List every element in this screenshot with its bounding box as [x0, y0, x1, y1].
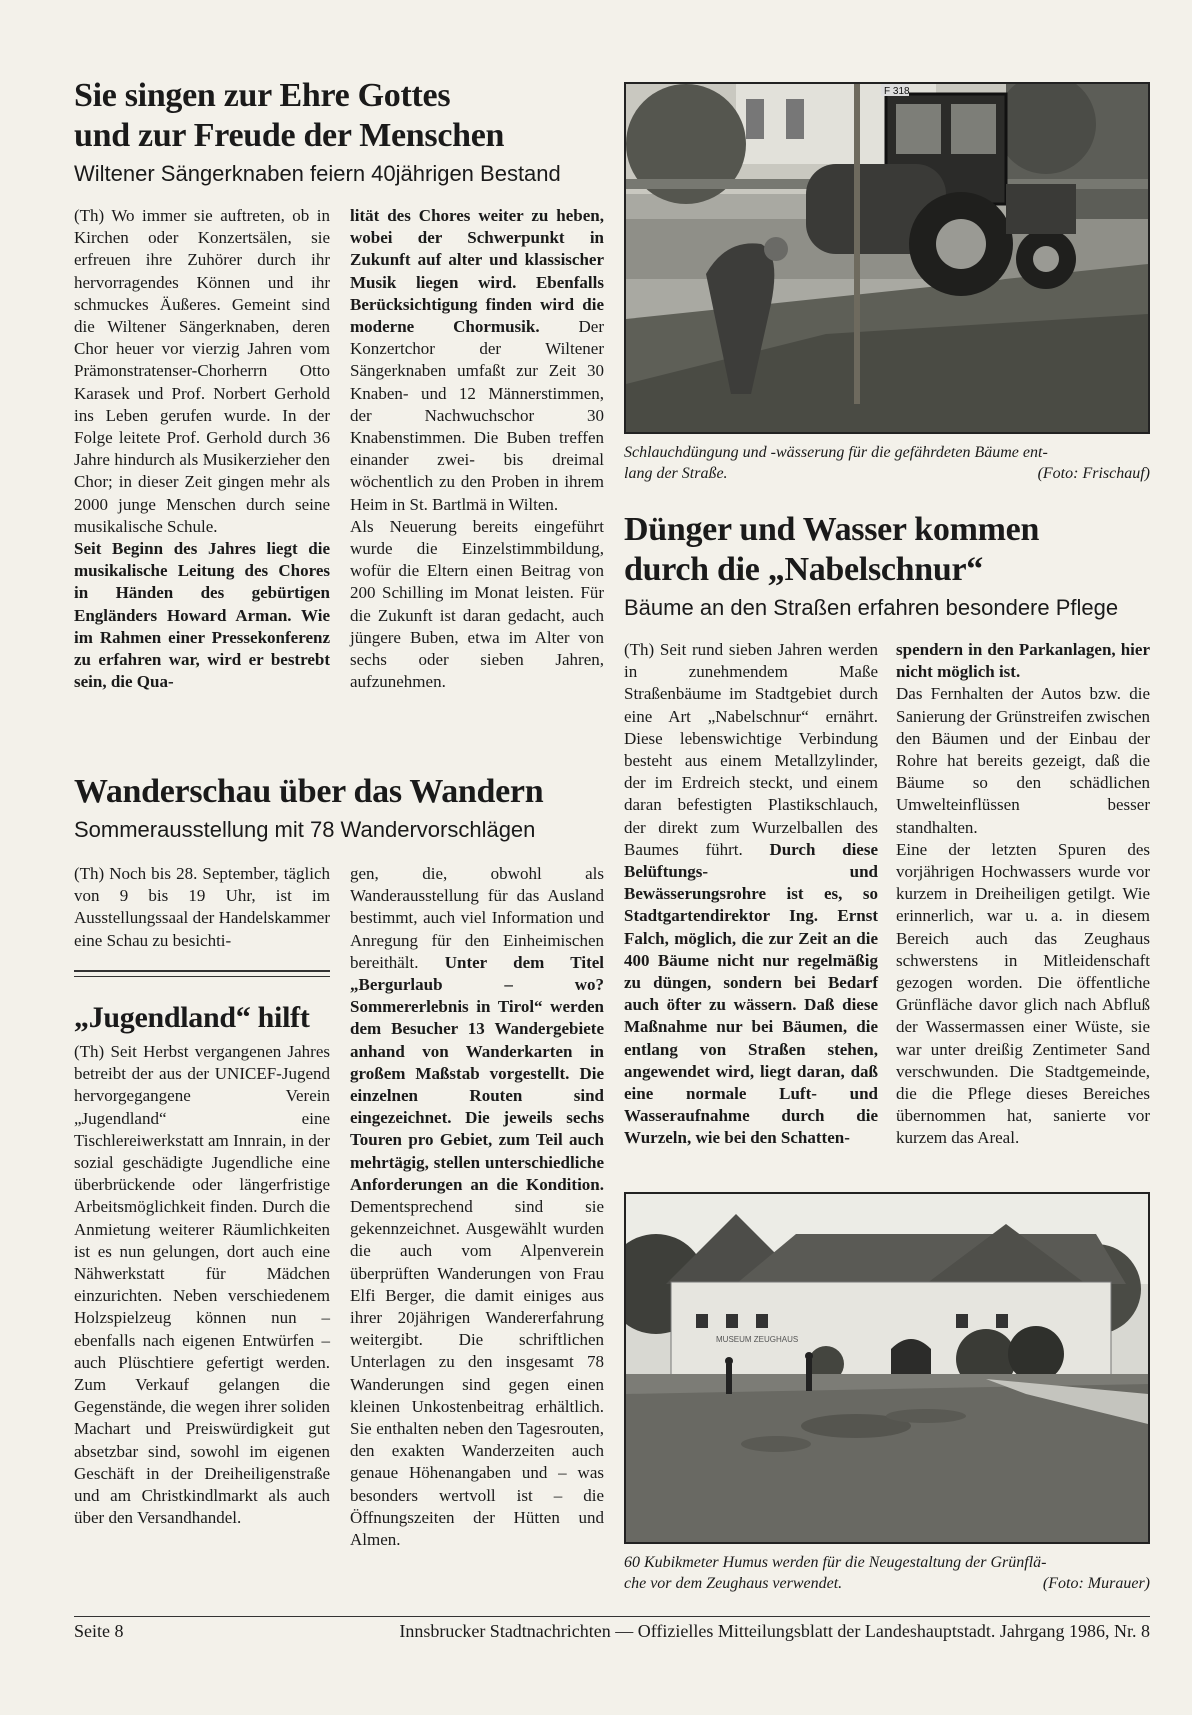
photo-tractor — [624, 82, 1150, 434]
article3-paragraph: gen, die, obwohl als Wanderausstellung für das Ausland bestimmt, auch viel Information und Anregung für den Einheimischen bereithält. — [350, 864, 604, 972]
article1-paragraph: Der Konzertchor der Wiltener Sängerknaben umfaßt zur Zeit 30 Knaben- und 12 Männerstimmen, der Nachwuchschor 30 Knabenstimmen. Die Buben treffen einander zwei- bis dreimal wöchentlich zu den Proben in ihrem Heim in St. Bartlmä in Wilten. — [350, 317, 604, 514]
article1-subtitle: Wiltener Sängerknaben feiern 40jährigen Bestand — [74, 161, 561, 186]
section-divider — [74, 976, 330, 977]
article2-headline — [624, 510, 1150, 590]
photo2-caption — [624, 1552, 1150, 1594]
photo1-caption — [624, 442, 1150, 484]
article1-title-line2: und zur Freude der Menschen — [74, 117, 505, 154]
photo1-credit: (Foto: Frischauf) — [1037, 465, 1150, 482]
article1-headline — [74, 76, 614, 156]
article1-column-2 — [350, 205, 604, 693]
article2-paragraph: (Th) Seit rund sieben Jahren werden in zunehmendem Maße Straßenbäume im Stadtgebiet durch eine Art „Nabelschnur“ ernährt. Diese lebenswichtige Verbindung besteht aus einem Metallzylinder, der im Erdreich steckt, und einem daran befestigten Plastikschlauch, der direkt zum Wurzelballen des Baumes führt. — [624, 640, 878, 859]
article3-column-2 — [350, 863, 604, 1551]
tractor-illustration — [626, 84, 1148, 432]
article2-paragraph: Eine der letzten Spuren des vorjährigen Hochwassers wurde vor kurzem in Dreiheiligen getilgt. Wie erinnerlich, war u. a. in diesem Bereich auch das Zeughaus schwerstens in Mitleidenschaft gezogen worden. Die öffentliche Grünfläche davor glich nach Abfluß der Wassermassen einer Wüste, sie war unter dreißig Zentimeter Sand verschwunden. Die Stadtgemeinde, die die Pflege dieses Bereiches übernommen hat, sanierte vor kurzem das Areal. — [896, 839, 1150, 1148]
article3-paragraph-rest: Dementsprechend sind sie gekennzeichnet. Ausgewählt wurden die auch vom Alpenverein überprüften Wanderungen von Frau Elfi Berger, die damit einiges aus ihrer 20jährigen Wandererfahrung weitergibt. Die schriftlichen Unterlagen zu den insgesamt 78 Wanderungen sind gegen einen kleinen Unkostenbeitrag erhältlich. Sie enthalten neben den Tagesrouten, den exakten Wanderzeiten auch genaue Höhenangaben und – was besonders wertvoll ist – die Öffnungszeiten der Hütten und Almen. — [350, 1197, 604, 1550]
article2-subtitle: Bäume an den Straßen erfahren besondere Pflege — [624, 595, 1119, 620]
article2-column-1 — [624, 639, 878, 1150]
article3-subtitle: Sommerausstellung mit 78 Wandervorschlägen — [74, 817, 536, 842]
museum-sign: MUSEUM ZEUGHAUS — [716, 1335, 799, 1344]
footer-rule — [74, 1616, 1150, 1617]
photo-zeughaus — [624, 1192, 1150, 1544]
article1-paragraph: (Th) Wo immer sie auftreten, ob in Kirchen oder Konzertsälen, sie erfreuen ihre Zuhörer durch ihr hervorragendes Können und ihr schmuckes Äußeres. Gemeint sind die Wiltener Sängerknaben, deren Chor heuer vor vierzig Jahren vom Prämonstratenser-Chorherrn Otto Karasek und Prof. Norbert Gerhold ins Leben gerufen wurde. In der Folge leitete Prof. Gerhold durch 36 Jahre hindurch als Musikerzieher den Chor; in dieser Zeit gingen mehr als 2000 junge Menschen durch seine musikalische Schule. — [74, 206, 330, 536]
article2-bold-continuation: spendern in den Parkanlagen, hier nicht möglich ist. — [896, 640, 1150, 682]
article2-title-line2: durch die „Nabelschnur“ — [624, 551, 983, 588]
article4-headline: „Jugendland“ hilft — [74, 1001, 310, 1034]
article2-title-line1: Dünger und Wasser kommen — [624, 511, 1040, 548]
article3-bold-paragraph: Unter dem Titel „Bergurlaub – wo? Sommererlebnis in Tirol“ werden dem Besucher 13 Wandergebiete anhand von Wanderkarten in großem Maßstab vorgestellt. Die einzelnen Routen sind eingezeichnet. Die jeweils sechs Touren pro Gebiet, zum Teil auch mehrtägig, stellen unterschiedliche Anforderungen an die Kondition. — [350, 952, 604, 1194]
article1-title-line1: Sie singen zur Ehre Gottes — [74, 77, 451, 114]
photo1-caption-line1: Schlauchdüngung und -wässerung für die gefährdeten Bäume ent- — [624, 444, 1048, 461]
article1-column-1 — [74, 205, 330, 693]
photo1-caption-line2: lang der Straße. — [624, 465, 728, 482]
page-number: Seite 8 — [74, 1621, 124, 1641]
footer — [74, 1620, 1150, 1642]
photo2-credit: (Foto: Murauer) — [1042, 1575, 1150, 1592]
article2-bold-paragraph: Durch diese Belüftungs- und Bewässerungsrohre ist es, so Stadtgartendirektor Ing. Ernst Falch, möglich, die zur Zeit an die 400 Bäume nicht nur regelmäßig zu düngen, sondern bei Bedarf auch öfter zu wässern. Daß diese Maßnahme nur bei Bäumen, die entlang von Straßen stehen, angewendet wird, liegt daran, daß eine normale Luft- und Wasseraufnahme durch die Wurzeln, wie bei den Schatten- — [624, 839, 878, 1148]
article3-column-1 — [74, 863, 330, 952]
article3-headline: Wanderschau über das Wandern — [74, 773, 544, 810]
photo2-caption-line2: che vor dem Zeughaus verwendet. — [624, 1575, 843, 1592]
article2-paragraph: Das Fernhalten der Autos bzw. die Sanierung der Grünstreifen zwischen den Bäumen und der Einbau der Rohre hat bereits gezeigt, daß die Bäume so den schädlichen Umwelteinflüssen besser standhalten. — [896, 684, 1150, 837]
article4-column — [74, 1041, 330, 1529]
article2-column-2 — [896, 639, 1150, 1150]
article1-bold-intro: lität des Chores weiter zu heben, wobei der Schwerpunkt in Zukunft auf alter und klassischer Musik liegen wird. Ebenfalls Berücksichtigung finden wird die moderne Chormusik. — [350, 206, 604, 337]
tractor-plate: F 318 — [884, 86, 910, 97]
section-divider — [74, 970, 330, 972]
article4-paragraph: (Th) Seit Herbst vergangenen Jahres betreibt der aus der UNICEF-Jugend hervorgegangene Verein „Jugendland“ eine Tischlereiwerkstatt am Innrain, in der sozial geschädigte Jugendliche eine überbrückende oder längerfristige Arbeitsmöglichkeit finden. Durch die Anmietung weiterer Räumlichkeiten ist es nun gelungen, dort auch eine Nähwerkstatt für Mädchen einzurichten. Neben verschiedenem Holzspielzeug können nun – ebenfalls nach eigenen Entwürfen – auch Plüschtiere gefertigt werden. Zum Verkauf gelangen die Gegenstände, die wegen ihrer soliden Machart und Preiswürdigkeit gut absetzbar sind, sowohl im eigenen Geschäft in der Dreiheiligenstraße und am Christkindlmarkt als auch über den Versandhandel. — [74, 1042, 330, 1528]
zeughaus-illustration — [626, 1194, 1148, 1542]
article1-paragraph: Als Neuerung bereits eingeführt wurde die Einzelstimmbildung, wofür die Eltern einen Beitrag von 200 Schilling im Monat leisten. Für die Zukunft ist daran gedacht, auch jüngere Buben, etwa im Alter von sechs oder sieben Jahren, aufzunehmen. — [350, 516, 604, 692]
photo2-caption-line1: 60 Kubikmeter Humus werden für die Neugestaltung der Grünflä- — [624, 1554, 1047, 1571]
article1-bold-paragraph: Seit Beginn des Jahres liegt die musikalische Leitung des Chores in Händen des gebürtigen Engländers Howard Arman. Wie im Rahmen einer Pressekonferenz zu erfahren war, wird er bestrebt sein, die Qua- — [74, 539, 330, 692]
article3-paragraph: (Th) Noch bis 28. September, täglich von 9 bis 19 Uhr, ist im Ausstellungssaal der Handelskammer eine Schau zu besichti- — [74, 864, 330, 950]
publication-line: Innsbrucker Stadtnachrichten — Offizielles Mitteilungsblatt der Landeshauptstadt. Jahrgang 1986, Nr. 8 — [399, 1621, 1150, 1641]
